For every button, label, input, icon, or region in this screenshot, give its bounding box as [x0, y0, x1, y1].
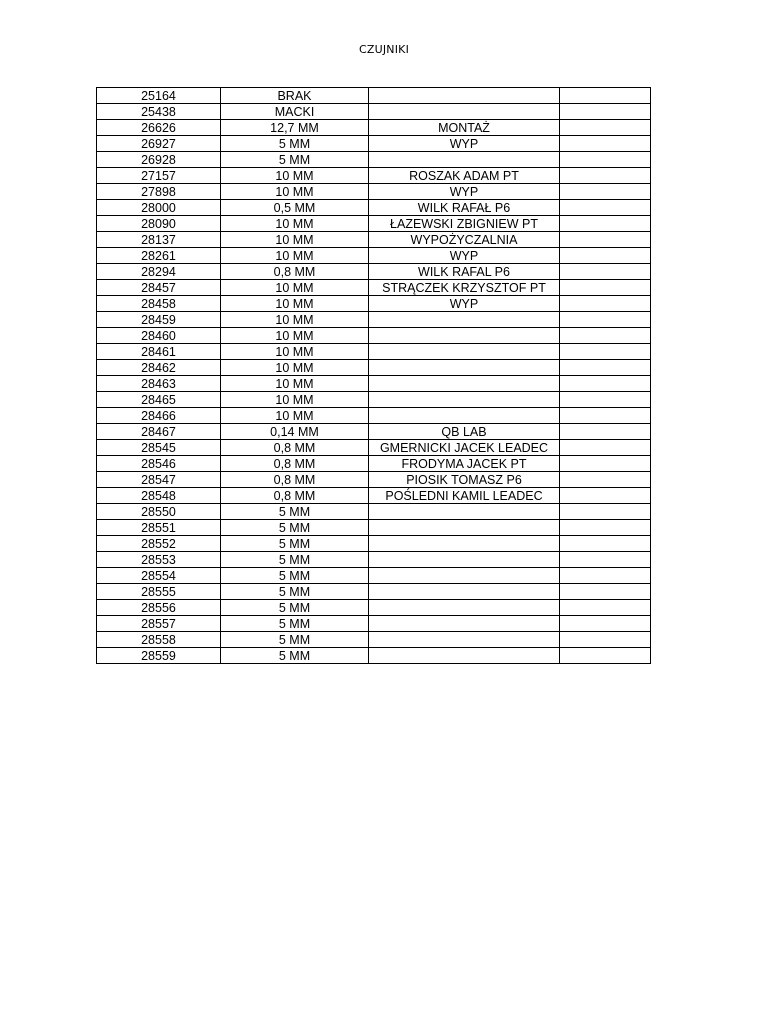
sensor-number-cell: 28553 — [97, 552, 221, 568]
size-cell: 10 MM — [221, 280, 369, 296]
table-row — [97, 136, 651, 152]
sensor-number-cell: 28261 — [97, 248, 221, 264]
assignee-cell: ROSZAK ADAM PT — [369, 168, 560, 184]
sensor-number-cell: 28137 — [97, 232, 221, 248]
size-cell: 5 MM — [221, 600, 369, 616]
size-cell: 5 MM — [221, 616, 369, 632]
assignee-cell — [369, 568, 560, 584]
table-row — [97, 280, 651, 296]
notes-cell — [560, 344, 651, 360]
table-row — [97, 600, 651, 616]
size-cell: 5 MM — [221, 584, 369, 600]
notes-cell — [560, 408, 651, 424]
size-cell: 10 MM — [221, 328, 369, 344]
table-row — [97, 392, 651, 408]
sensor-table — [96, 87, 651, 664]
sensor-number-cell: 26626 — [97, 120, 221, 136]
assignee-cell — [369, 536, 560, 552]
sensor-number-cell: 28558 — [97, 632, 221, 648]
notes-cell — [560, 120, 651, 136]
sensor-number-cell: 28554 — [97, 568, 221, 584]
size-cell: 12,7 MM — [221, 120, 369, 136]
sensor-number-cell: 28460 — [97, 328, 221, 344]
assignee-cell — [369, 360, 560, 376]
table-row — [97, 568, 651, 584]
table-row — [97, 408, 651, 424]
sensor-number-cell: 28550 — [97, 504, 221, 520]
sensor-number-cell: 28559 — [97, 648, 221, 664]
table-row — [97, 120, 651, 136]
size-cell: 10 MM — [221, 408, 369, 424]
sensor-number-cell: 28548 — [97, 488, 221, 504]
table-row — [97, 376, 651, 392]
notes-cell — [560, 568, 651, 584]
size-cell: 10 MM — [221, 232, 369, 248]
assignee-cell — [369, 328, 560, 344]
assignee-cell: POŚLEDNI KAMIL LEADEC — [369, 488, 560, 504]
assignee-cell: WYPOŻYCZALNIA — [369, 232, 560, 248]
size-cell: 5 MM — [221, 568, 369, 584]
table-row — [97, 184, 651, 200]
notes-cell — [560, 232, 651, 248]
table-row — [97, 168, 651, 184]
notes-cell — [560, 360, 651, 376]
page-title: CZUJNIKI — [358, 43, 410, 56]
table-row — [97, 248, 651, 264]
table-row — [97, 520, 651, 536]
notes-cell — [560, 440, 651, 456]
size-cell: 10 MM — [221, 344, 369, 360]
table-row — [97, 632, 651, 648]
sensor-number-cell: 28547 — [97, 472, 221, 488]
table-row — [97, 344, 651, 360]
table-row — [97, 328, 651, 344]
assignee-cell: WYP — [369, 136, 560, 152]
sensor-number-cell: 28000 — [97, 200, 221, 216]
size-cell: BRAK — [221, 88, 369, 104]
size-cell: 0,8 MM — [221, 456, 369, 472]
table-row — [97, 360, 651, 376]
size-cell: 5 MM — [221, 504, 369, 520]
assignee-cell — [369, 648, 560, 664]
notes-cell — [560, 168, 651, 184]
assignee-cell — [369, 152, 560, 168]
notes-cell — [560, 264, 651, 280]
size-cell: 0,8 MM — [221, 440, 369, 456]
notes-cell — [560, 488, 651, 504]
assignee-cell: GMERNICKI JACEK LEADEC — [369, 440, 560, 456]
notes-cell — [560, 328, 651, 344]
notes-cell — [560, 456, 651, 472]
sensor-number-cell: 28457 — [97, 280, 221, 296]
notes-cell — [560, 216, 651, 232]
sensor-number-cell: 28459 — [97, 312, 221, 328]
notes-cell — [560, 184, 651, 200]
size-cell: MACKI — [221, 104, 369, 120]
table-row — [97, 472, 651, 488]
assignee-cell: WYP — [369, 184, 560, 200]
size-cell: 10 MM — [221, 296, 369, 312]
sensor-number-cell: 26928 — [97, 152, 221, 168]
assignee-cell — [369, 312, 560, 328]
assignee-cell — [369, 584, 560, 600]
assignee-cell: ŁAZEWSKI ZBIGNIEW PT — [369, 216, 560, 232]
notes-cell — [560, 88, 651, 104]
sensor-number-cell: 28463 — [97, 376, 221, 392]
table-row — [97, 552, 651, 568]
sensor-number-cell: 28465 — [97, 392, 221, 408]
size-cell: 5 MM — [221, 648, 369, 664]
notes-cell — [560, 472, 651, 488]
size-cell: 10 MM — [221, 376, 369, 392]
sensor-number-cell: 28294 — [97, 264, 221, 280]
assignee-cell — [369, 632, 560, 648]
size-cell: 10 MM — [221, 184, 369, 200]
assignee-cell: WILK RAFAŁ P6 — [369, 200, 560, 216]
size-cell: 5 MM — [221, 520, 369, 536]
size-cell: 10 MM — [221, 216, 369, 232]
assignee-cell: QB LAB — [369, 424, 560, 440]
table-row — [97, 88, 651, 104]
notes-cell — [560, 504, 651, 520]
table-row — [97, 152, 651, 168]
table-row — [97, 264, 651, 280]
table-row — [97, 488, 651, 504]
assignee-cell: WYP — [369, 296, 560, 312]
sensor-number-cell: 28458 — [97, 296, 221, 312]
sensor-number-cell: 28090 — [97, 216, 221, 232]
table-row — [97, 456, 651, 472]
assignee-cell — [369, 344, 560, 360]
size-cell: 5 MM — [221, 552, 369, 568]
notes-cell — [560, 376, 651, 392]
table-row — [97, 104, 651, 120]
size-cell: 0,8 MM — [221, 264, 369, 280]
notes-cell — [560, 632, 651, 648]
sensor-table-body — [97, 88, 651, 664]
size-cell: 0,8 MM — [221, 472, 369, 488]
notes-cell — [560, 104, 651, 120]
assignee-cell — [369, 88, 560, 104]
size-cell: 5 MM — [221, 536, 369, 552]
table-row — [97, 504, 651, 520]
assignee-cell: WILK RAFAL P6 — [369, 264, 560, 280]
assignee-cell: FRODYMA JACEK PT — [369, 456, 560, 472]
table-row — [97, 296, 651, 312]
notes-cell — [560, 312, 651, 328]
assignee-cell: WYP — [369, 248, 560, 264]
size-cell: 10 MM — [221, 392, 369, 408]
assignee-cell — [369, 520, 560, 536]
assignee-cell — [369, 600, 560, 616]
notes-cell — [560, 424, 651, 440]
notes-cell — [560, 136, 651, 152]
sensor-number-cell: 28552 — [97, 536, 221, 552]
assignee-cell: MONTAŻ — [369, 120, 560, 136]
assignee-cell — [369, 392, 560, 408]
size-cell: 5 MM — [221, 152, 369, 168]
notes-cell — [560, 616, 651, 632]
assignee-cell — [369, 408, 560, 424]
assignee-cell — [369, 376, 560, 392]
notes-cell — [560, 552, 651, 568]
size-cell: 10 MM — [221, 360, 369, 376]
notes-cell — [560, 296, 651, 312]
assignee-cell — [369, 104, 560, 120]
table-row — [97, 200, 651, 216]
assignee-cell — [369, 504, 560, 520]
notes-cell — [560, 248, 651, 264]
table-row — [97, 616, 651, 632]
size-cell: 5 MM — [221, 632, 369, 648]
size-cell: 0,5 MM — [221, 200, 369, 216]
table-row — [97, 584, 651, 600]
notes-cell — [560, 648, 651, 664]
assignee-cell: STRĄCZEK KRZYSZTOF PT — [369, 280, 560, 296]
sensor-number-cell: 28551 — [97, 520, 221, 536]
notes-cell — [560, 152, 651, 168]
sensor-number-cell: 28546 — [97, 456, 221, 472]
table-row — [97, 648, 651, 664]
size-cell: 5 MM — [221, 136, 369, 152]
size-cell: 10 MM — [221, 312, 369, 328]
notes-cell — [560, 280, 651, 296]
sensor-number-cell: 28461 — [97, 344, 221, 360]
sensor-number-cell: 26927 — [97, 136, 221, 152]
sensor-number-cell: 28556 — [97, 600, 221, 616]
table-row — [97, 424, 651, 440]
notes-cell — [560, 520, 651, 536]
sensor-number-cell: 27157 — [97, 168, 221, 184]
sensor-number-cell: 27898 — [97, 184, 221, 200]
sensor-number-cell: 25164 — [97, 88, 221, 104]
table-row — [97, 440, 651, 456]
notes-cell — [560, 392, 651, 408]
table-row — [97, 312, 651, 328]
sensor-number-cell: 25438 — [97, 104, 221, 120]
assignee-cell — [369, 552, 560, 568]
sensor-number-cell: 28466 — [97, 408, 221, 424]
size-cell: 10 MM — [221, 248, 369, 264]
notes-cell — [560, 536, 651, 552]
size-cell: 0,8 MM — [221, 488, 369, 504]
sensor-number-cell: 28555 — [97, 584, 221, 600]
size-cell: 10 MM — [221, 168, 369, 184]
notes-cell — [560, 584, 651, 600]
table-row — [97, 232, 651, 248]
assignee-cell: PIOSIK TOMASZ P6 — [369, 472, 560, 488]
sensor-number-cell: 28557 — [97, 616, 221, 632]
table-row — [97, 536, 651, 552]
sensor-number-cell: 28462 — [97, 360, 221, 376]
assignee-cell — [369, 616, 560, 632]
sensor-number-cell: 28545 — [97, 440, 221, 456]
notes-cell — [560, 200, 651, 216]
table-row — [97, 216, 651, 232]
sensor-number-cell: 28467 — [97, 424, 221, 440]
size-cell: 0,14 MM — [221, 424, 369, 440]
notes-cell — [560, 600, 651, 616]
